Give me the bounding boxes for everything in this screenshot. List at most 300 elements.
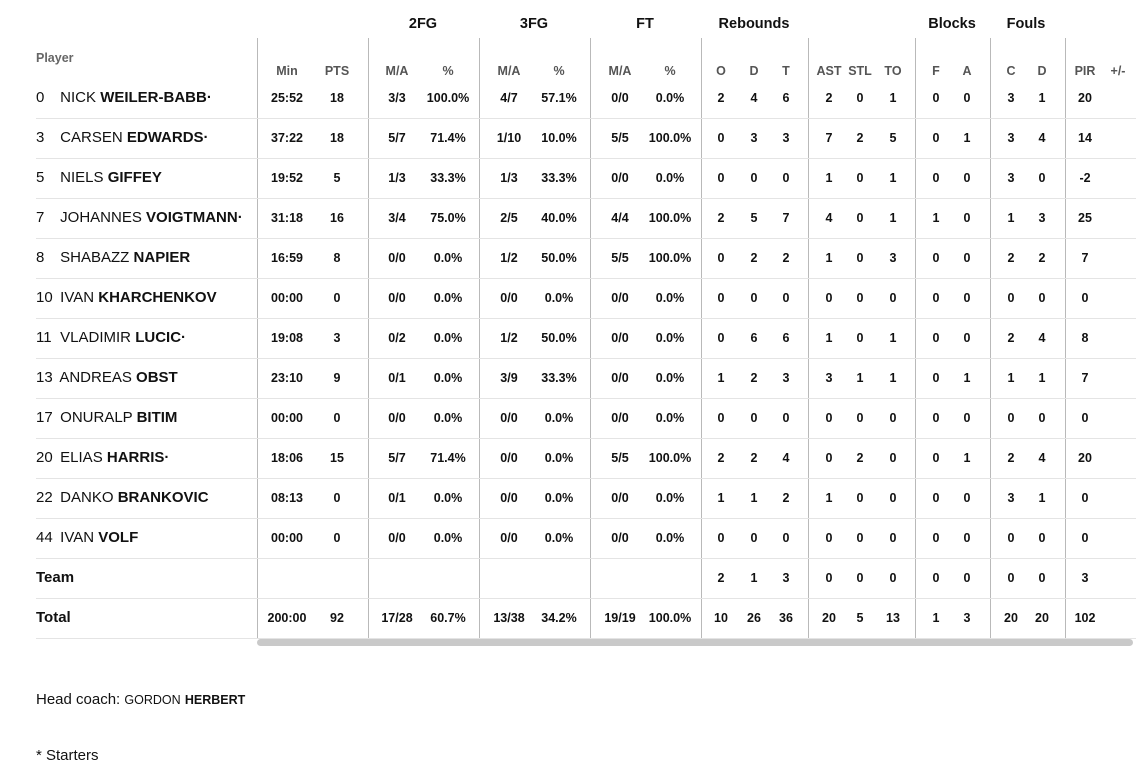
player-first-name: ELIAS [60, 449, 103, 466]
player-first-name: JOHANNES [60, 209, 142, 226]
stat-cell: 0 [1081, 411, 1089, 425]
stat-cell [1093, 318, 1143, 358]
group-header: 3FG [519, 16, 549, 32]
column-header[interactable]: AST [816, 64, 842, 78]
stat-cell: 1 [1038, 491, 1046, 505]
stat-cell: 1 [889, 211, 897, 225]
stat-cell: 0 [932, 451, 940, 465]
stat-cell: 0 [856, 571, 864, 585]
stat-cell: 0 [889, 491, 897, 505]
stat-cell: 0/0 [500, 531, 518, 545]
group-header: Blocks [928, 16, 976, 32]
stat-cell: 100.0% [426, 91, 470, 105]
jersey-number: 7 [36, 209, 45, 226]
stat-cell: 3/3 [388, 91, 406, 105]
stat-cell: 0/0 [388, 291, 406, 305]
stat-cell: 0.0% [544, 411, 574, 425]
stat-cell: 1/3 [500, 171, 518, 185]
jersey-number: 11 [36, 329, 52, 346]
stat-cell: 0 [856, 531, 864, 545]
stat-cell [595, 558, 645, 598]
stat-cell: 0 [856, 171, 864, 185]
column-header[interactable]: T [782, 64, 790, 78]
stat-cell: 33.3% [430, 171, 466, 185]
stat-cell: 08:13 [271, 491, 303, 505]
stat-cell [1093, 398, 1143, 438]
stat-cell: 0 [932, 91, 940, 105]
stat-cell: 1 [825, 171, 833, 185]
stat-cell: 0/0 [500, 411, 518, 425]
stat-cell: 0 [856, 491, 864, 505]
stat-cell: 16:59 [271, 251, 303, 265]
stat-cell: 0 [750, 531, 758, 545]
stat-cell: 2 [717, 571, 725, 585]
stat-cell: 0.0% [544, 291, 574, 305]
stat-cell: 4 [1038, 451, 1046, 465]
stat-cell: 0 [932, 491, 940, 505]
stat-cell: 0 [932, 291, 940, 305]
stat-cell: 2 [717, 211, 725, 225]
stat-cell: 100.0% [648, 611, 692, 625]
stat-cell: 1/10 [496, 131, 522, 145]
stat-cell: 33.3% [541, 171, 577, 185]
stat-cell: 5 [333, 171, 341, 185]
stat-cell: 0.0% [433, 291, 463, 305]
stat-cell: 0.0% [655, 331, 685, 345]
player-last-name: BRANKOVIC [117, 489, 209, 506]
stat-cell: 0 [825, 531, 833, 545]
stat-cell: 2 [856, 451, 864, 465]
stat-cell: 0 [1081, 291, 1089, 305]
stat-cell: 4/7 [500, 91, 518, 105]
stat-cell: 18 [330, 91, 344, 105]
stat-cell: 0 [963, 491, 971, 505]
stat-cell: 0 [889, 291, 897, 305]
stat-cell: 102 [1074, 611, 1096, 625]
stat-cell: 0 [782, 531, 790, 545]
column-header[interactable]: C [1006, 64, 1016, 78]
column-header[interactable]: TO [884, 64, 902, 78]
group-header: Fouls [1006, 16, 1046, 32]
column-header[interactable]: M/A [385, 64, 409, 78]
stat-cell: 4 [1038, 131, 1046, 145]
stat-cell: 0/0 [500, 291, 518, 305]
stat-cell: 1/3 [388, 171, 406, 185]
stat-cell: 10.0% [541, 131, 577, 145]
stat-cell [1093, 438, 1143, 478]
stat-cell: 0 [963, 411, 971, 425]
stat-cell: 0 [856, 291, 864, 305]
stat-cell: 0.0% [544, 531, 574, 545]
stat-cell: 0 [856, 251, 864, 265]
stat-cell [1093, 278, 1143, 318]
player-row [36, 78, 1136, 119]
stat-cell: 0/0 [611, 371, 629, 385]
stat-cell: 4/4 [611, 211, 629, 225]
stat-cell: 0 [333, 531, 341, 545]
stat-cell: 3 [782, 371, 790, 385]
player-name[interactable] [36, 438, 169, 478]
stat-cell: 25:52 [271, 91, 303, 105]
stat-cell: 5/5 [611, 451, 629, 465]
stat-cell: 0 [333, 291, 341, 305]
stat-cell: 0/0 [611, 491, 629, 505]
player-first-name: IVAN [60, 529, 95, 546]
player-name[interactable] [36, 78, 212, 118]
stat-cell: 7 [782, 211, 790, 225]
head-coach-first-name: GORDON [124, 693, 181, 707]
stat-cell: 2 [825, 91, 833, 105]
group-header: FT [636, 16, 654, 32]
row-label: Team [36, 569, 75, 586]
stat-cell: 0.0% [433, 331, 463, 345]
player-name[interactable] [36, 478, 209, 518]
player-name[interactable] [36, 398, 177, 438]
stat-cell: 31:18 [271, 211, 303, 225]
stat-cell: 0/0 [611, 411, 629, 425]
column-header[interactable]: % [553, 64, 565, 78]
stat-cell: 0 [1007, 531, 1015, 545]
player-name[interactable] [36, 318, 186, 358]
stat-cell: 26 [747, 611, 761, 625]
column-header[interactable]: PIR [1074, 64, 1096, 78]
stat-cell: 5 [750, 211, 758, 225]
stat-cell: 4 [825, 211, 833, 225]
stat-cell: 0.0% [655, 371, 685, 385]
stat-cell: 200:00 [267, 611, 307, 625]
player-row [36, 198, 1136, 239]
stat-cell [1093, 198, 1143, 238]
column-header[interactable]: D [1037, 64, 1047, 78]
stat-cell: 2 [717, 91, 725, 105]
stat-cell: 0 [963, 91, 971, 105]
stat-cell: 3 [889, 251, 897, 265]
stat-cell: 60.7% [430, 611, 466, 625]
jersey-number: 5 [36, 169, 45, 186]
stat-cell: 0.0% [655, 91, 685, 105]
stat-cell: 0 [1007, 571, 1015, 585]
column-header[interactable]: % [442, 64, 454, 78]
stat-cell: 20 [1078, 451, 1092, 465]
stat-cell: 13 [886, 611, 900, 625]
stat-cell: 3 [333, 331, 341, 345]
column-header[interactable]: A [962, 64, 972, 78]
player-name[interactable] [36, 158, 162, 198]
stat-cell: 71.4% [430, 131, 466, 145]
stat-cell: 0 [1081, 531, 1089, 545]
stat-cell: 0 [856, 331, 864, 345]
stat-cell [312, 558, 362, 598]
stat-cell: 0 [963, 251, 971, 265]
group-header: 2FG [408, 16, 438, 32]
stat-cell: 19:52 [271, 171, 303, 185]
stat-cell: 0 [1007, 291, 1015, 305]
player-name[interactable] [36, 278, 217, 318]
stat-cell: 0 [889, 571, 897, 585]
stat-cell: 0 [717, 171, 725, 185]
stat-cell: 17/28 [381, 611, 413, 625]
stat-cell: 1/2 [500, 251, 518, 265]
stat-cell: 0/0 [388, 531, 406, 545]
stat-cell: 3 [963, 611, 971, 625]
column-header[interactable]: +/- [1110, 64, 1126, 78]
column-header[interactable]: STL [848, 64, 872, 78]
player-row [36, 438, 1136, 479]
team-row [36, 558, 1136, 599]
stat-cell [1093, 158, 1143, 198]
stat-cell: 100.0% [648, 211, 692, 225]
stat-cell: 100.0% [648, 451, 692, 465]
jersey-number: 17 [36, 409, 53, 426]
player-last-name: HARRIS· [106, 449, 170, 466]
stat-cell: 7 [1081, 371, 1089, 385]
stat-cell: 0 [782, 171, 790, 185]
stat-cell: 3/9 [500, 371, 518, 385]
stat-cell: 3 [1007, 131, 1015, 145]
stat-cell: 0 [889, 411, 897, 425]
player-row [36, 358, 1136, 399]
stat-cell: 20 [1004, 611, 1018, 625]
stat-cell: 20 [822, 611, 836, 625]
stat-cell: 0/2 [388, 331, 406, 345]
stat-cell [1093, 598, 1143, 638]
head-coach [36, 691, 245, 708]
stat-cell: 2 [750, 251, 758, 265]
head-coach-label: Head coach: [36, 691, 121, 708]
jersey-number: 3 [36, 129, 45, 146]
stat-cell: 0 [856, 91, 864, 105]
stat-cell [1093, 518, 1143, 558]
stat-cell: 0 [825, 451, 833, 465]
stat-cell: 2 [782, 491, 790, 505]
stat-cell: 2 [1007, 451, 1015, 465]
stat-cell: 100.0% [648, 251, 692, 265]
stat-cell: 15 [330, 451, 344, 465]
stat-cell [645, 558, 695, 598]
stat-cell: 0 [750, 411, 758, 425]
stat-cell: 1 [825, 251, 833, 265]
total-row [36, 598, 1136, 639]
stat-cell: 1 [1007, 371, 1015, 385]
stat-cell: 5/7 [388, 451, 406, 465]
stat-cell: 1 [717, 491, 725, 505]
stat-cell: 3 [1007, 171, 1015, 185]
stat-cell: 0.0% [433, 371, 463, 385]
stat-cell: 0 [782, 411, 790, 425]
stat-cell: 0 [750, 171, 758, 185]
stat-cell: 0 [963, 211, 971, 225]
player-last-name: VOLF [98, 529, 139, 546]
stat-cell: 2 [1007, 331, 1015, 345]
stat-cell: 13/38 [493, 611, 525, 625]
column-header[interactable]: F [932, 64, 940, 78]
player-row [36, 238, 1136, 279]
player-first-name: ANDREAS [59, 369, 132, 386]
stat-cell: 2 [750, 371, 758, 385]
stat-cell: 0 [1081, 491, 1089, 505]
stat-cell: 33.3% [541, 371, 577, 385]
stat-cell: 2 [717, 451, 725, 465]
stat-cell: 0 [717, 411, 725, 425]
player-name[interactable] [36, 358, 178, 398]
stat-cell: 0/1 [388, 491, 406, 505]
stat-cell: 0/0 [388, 251, 406, 265]
stat-cell: 1/2 [500, 331, 518, 345]
stat-cell: 1 [825, 491, 833, 505]
stat-cell: 0 [333, 491, 341, 505]
stat-cell: 1 [963, 371, 971, 385]
stat-cell: 0 [932, 371, 940, 385]
stat-cell: 0 [932, 251, 940, 265]
stat-cell: 0.0% [433, 251, 463, 265]
jersey-number: 20 [36, 449, 53, 466]
stat-cell: 0/0 [611, 91, 629, 105]
stat-cell: 0 [750, 291, 758, 305]
jersey-number: 10 [36, 289, 53, 306]
stat-cell: 0 [1038, 571, 1046, 585]
stat-cell: 3 [1038, 211, 1046, 225]
stat-cell: 0 [717, 131, 725, 145]
stat-cell: 5/5 [611, 251, 629, 265]
stat-cell: 00:00 [271, 411, 303, 425]
stat-cell: 0 [963, 291, 971, 305]
player-row [36, 158, 1136, 199]
player-name[interactable] [36, 118, 209, 158]
stat-cell: 2 [782, 251, 790, 265]
stat-cell: 10 [714, 611, 728, 625]
stat-cell: 16 [330, 211, 344, 225]
stat-cell: 0.0% [655, 171, 685, 185]
stat-cell: 14 [1078, 131, 1092, 145]
stat-cell: 0 [932, 571, 940, 585]
stat-cell: 37:22 [271, 131, 303, 145]
player-column-header: Player [36, 51, 74, 65]
stat-cell [423, 558, 473, 598]
column-header[interactable]: D [749, 64, 759, 78]
stat-cell: 0.0% [655, 531, 685, 545]
stat-cell: 1 [1038, 371, 1046, 385]
column-header[interactable]: % [664, 64, 676, 78]
stat-cell: 0 [932, 131, 940, 145]
stat-cell: 8 [333, 251, 341, 265]
stat-cell: 5/5 [611, 131, 629, 145]
stat-cell: 4 [750, 91, 758, 105]
stat-cell: 6 [782, 331, 790, 345]
stat-cell: 1 [889, 91, 897, 105]
player-first-name: VLADIMIR [60, 329, 132, 346]
horizontal-scrollbar[interactable] [257, 639, 1133, 646]
stat-cell: 0 [1038, 531, 1046, 545]
jersey-number: 44 [36, 529, 53, 546]
stat-cell [372, 558, 422, 598]
player-first-name: DANKO [60, 489, 114, 506]
stat-cell: 19:08 [271, 331, 303, 345]
stat-cell: 1 [825, 331, 833, 345]
stat-cell: 0 [1007, 411, 1015, 425]
stat-cell: 1 [963, 451, 971, 465]
stat-cell: 1 [1038, 91, 1046, 105]
stat-cell: 3 [1081, 571, 1089, 585]
stat-cell: 00:00 [271, 531, 303, 545]
player-last-name: WEILER-BABB· [100, 89, 212, 106]
stat-cell: 0.0% [655, 411, 685, 425]
player-name[interactable] [36, 198, 243, 238]
stat-cell: 23:10 [271, 371, 303, 385]
stat-cell: 0/1 [388, 371, 406, 385]
stat-cell: 0 [1038, 291, 1046, 305]
column-header[interactable]: M/A [497, 64, 521, 78]
starters-footnote: * Starters [36, 747, 99, 764]
stat-cell: 0.0% [433, 531, 463, 545]
stat-cell: 00:00 [271, 291, 303, 305]
stat-cell: 40.0% [541, 211, 577, 225]
stat-cell: 0/0 [611, 531, 629, 545]
stat-cell: 0 [1038, 411, 1046, 425]
stat-cell: 0 [717, 331, 725, 345]
player-row [36, 118, 1136, 159]
player-name[interactable] [36, 518, 138, 558]
player-last-name: GIFFEY [107, 169, 162, 186]
stat-cell: 2 [856, 131, 864, 145]
stat-cell: 0 [889, 531, 897, 545]
player-first-name: IVAN [60, 289, 95, 306]
column-header[interactable]: O [716, 64, 726, 78]
stat-cell: 3 [782, 131, 790, 145]
stat-cell: 100.0% [648, 131, 692, 145]
player-name[interactable] [36, 238, 190, 278]
stat-cell: 0 [333, 411, 341, 425]
player-last-name: EDWARDS· [126, 129, 209, 146]
stat-cell: 9 [333, 371, 341, 385]
stat-cell: 5 [856, 611, 864, 625]
stat-cell: 19/19 [604, 611, 636, 625]
stat-cell [484, 558, 534, 598]
stat-cell: 1 [889, 371, 897, 385]
player-last-name: NAPIER [133, 249, 191, 266]
stat-cell: 6 [782, 91, 790, 105]
player-first-name: NICK [60, 89, 97, 106]
player-row [36, 318, 1136, 359]
column-header[interactable]: PTS [324, 64, 350, 78]
stat-cell: 8 [1081, 331, 1089, 345]
stat-cell: 0 [782, 291, 790, 305]
stat-cell: 2 [1038, 251, 1046, 265]
player-last-name: OBST [136, 369, 178, 386]
stat-cell: 0 [717, 531, 725, 545]
column-header[interactable]: M/A [608, 64, 632, 78]
stat-cell: 0 [932, 171, 940, 185]
stat-cell: 0/0 [611, 291, 629, 305]
player-row [36, 278, 1136, 319]
player-last-name: BITIM [136, 409, 178, 426]
head-coach-last-name: HERBERT [184, 693, 246, 707]
stat-cell: 0/0 [611, 331, 629, 345]
stat-cell: 1 [963, 131, 971, 145]
stat-cell: 1 [856, 371, 864, 385]
stat-cell: 0 [856, 411, 864, 425]
stat-cell [1093, 478, 1143, 518]
stat-cell: 0.0% [433, 411, 463, 425]
stat-cell: -2 [1079, 171, 1091, 185]
stat-cell: 2 [1007, 251, 1015, 265]
stat-cell: 20 [1078, 91, 1092, 105]
column-header[interactable]: Min [276, 64, 298, 78]
stat-cell [1093, 238, 1143, 278]
stat-cell: 7 [1081, 251, 1089, 265]
stat-cell: 0/0 [611, 171, 629, 185]
stat-cell: 0 [963, 571, 971, 585]
stat-cell: 34.2% [541, 611, 577, 625]
